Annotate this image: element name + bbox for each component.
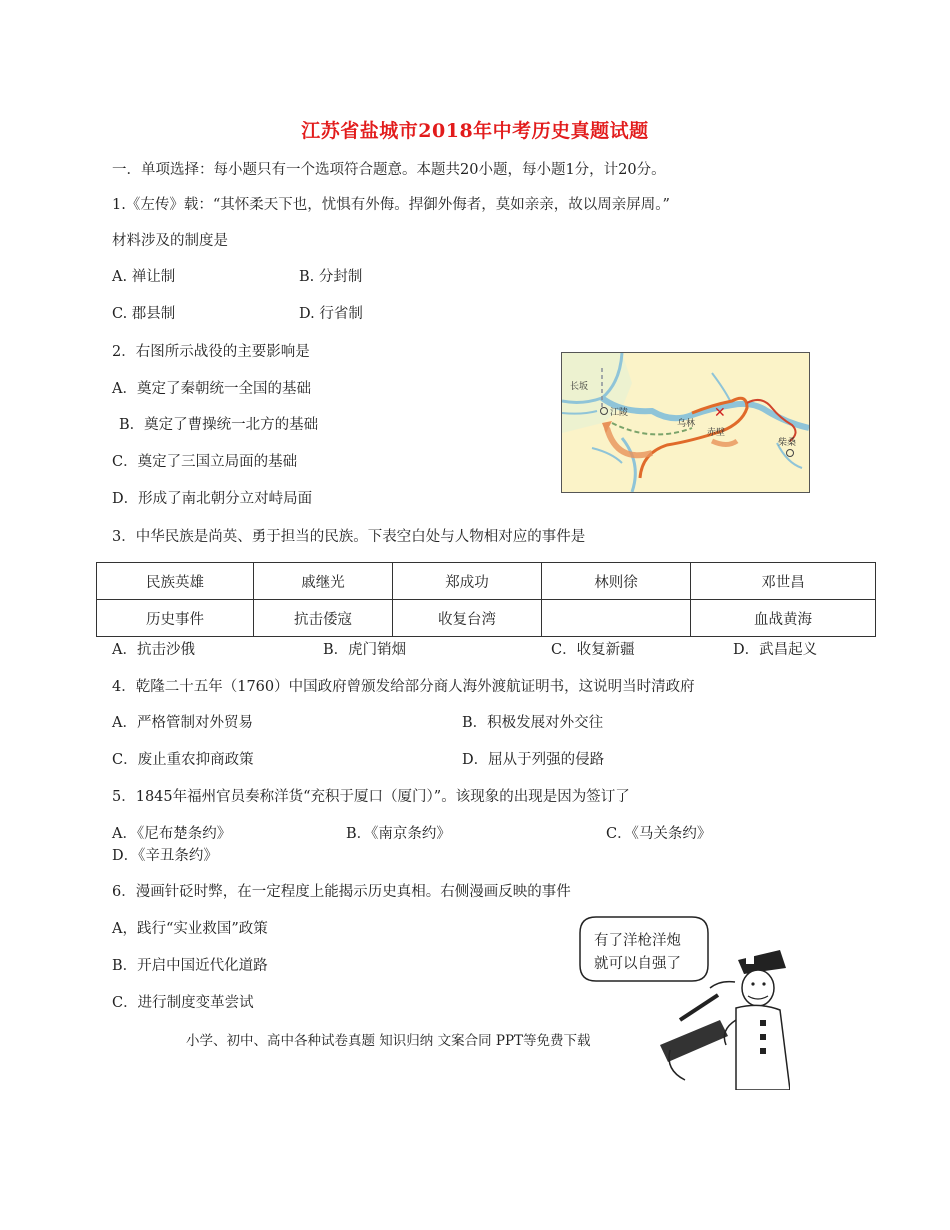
bubble-line-1: 有了洋枪洋炮 (594, 933, 681, 949)
q2-stem: 2．右图所示战役的主要影响是 (112, 344, 310, 360)
q4-stem: 4．乾隆二十五年（1760）中国政府曾颁发给部分商人海外渡航证明书，这说明当时清政府 (112, 679, 695, 695)
q3-table (96, 562, 876, 637)
footer-text: 小学、初中、高中各种试卷真题 知识归纳 文案合同 PPT等免费下载 (186, 1033, 591, 1049)
q5-option-c: C．《马关条约》 (606, 826, 712, 842)
battle-map (561, 352, 810, 493)
map-label-jiangling: 江陵 (610, 408, 629, 418)
q4-option-a: A．严格管制对外贸易 (112, 715, 253, 731)
q6-option-c: C．进行制度变革尝试 (112, 995, 254, 1011)
table-cell: 血战黄海 (691, 600, 876, 637)
q2-option-b: B．奠定了曹操统一北方的基础 (119, 417, 319, 433)
section-heading: 一．单项选择：每小题只有一个选项符合题意。本题共20小题，每小题1分，计20分。 (112, 162, 666, 178)
q6-stem: 6．漫画针砭时弊，在一定程度上能揭示历史真相。右侧漫画反映的事件 (112, 884, 571, 900)
table-cell: 历史事件 (97, 600, 254, 637)
table-cell: 收复台湾 (393, 600, 542, 637)
table-row (97, 563, 876, 600)
table-cell (542, 600, 691, 637)
q5-option-a: A．《尼布楚条约》 (112, 826, 232, 842)
table-cell: 戚继光 (254, 563, 393, 600)
table-cell: 民族英雄 (97, 563, 254, 600)
q1-option-c: C. 郡县制 (112, 306, 176, 322)
q6-option-a: A，践行“实业救国”政策 (112, 921, 268, 937)
q4-option-d: D．屈从于列强的侵路 (462, 752, 605, 768)
q3-stem: 3．中华民族是尚英、勇于担当的民族。下表空白处与人物相对应的事件是 (112, 529, 586, 545)
q3-option-c: C．收复新疆 (551, 642, 635, 658)
q2-option-c: C．奠定了三国立局面的基础 (112, 454, 298, 470)
q3-option-b: B．虎门销烟 (323, 642, 407, 658)
map-label-changban: 长坂 (570, 382, 589, 392)
q3-option-a: A．抗击沙俄 (112, 642, 195, 658)
map-label-chaisang: 柴桑 (778, 438, 797, 448)
q2-option-d: D．形成了南北朝分立对峙局面 (112, 491, 313, 507)
table-cell: 林则徐 (542, 563, 691, 600)
q5-option-b: B．《南京条约》 (346, 826, 451, 842)
q1-option-d: D. 行省制 (299, 306, 363, 322)
q4-option-b: B．积极发展对外交往 (462, 715, 604, 731)
q2-option-a: A．奠定了秦朝统一全国的基础 (112, 381, 311, 397)
q4-option-c: C．废止重农抑商政策 (112, 752, 254, 768)
q1-option-b: B. 分封制 (299, 269, 363, 285)
q1-stem: 1.《左传》载：“其怀柔天下也，忧惧有外侮。捍御外侮者，莫如亲亲，故以周亲屏周。” (112, 197, 670, 213)
q5-stem: 5．1845年福州官员奏称洋货“充积于厦口（厦门）”。该现象的出现是因为签订了 (112, 789, 630, 805)
page-title: 江苏省盐城市2018年中考历史真题试题 (301, 120, 649, 142)
map-label-wulin: 乌林 (677, 419, 696, 429)
bubble-line-2: 就可以自强了 (594, 956, 681, 972)
q6-option-b: B．开启中国近代化道路 (112, 958, 268, 974)
cartoon-official-image (640, 950, 790, 1090)
q1-stem-2: 材料涉及的制度是 (112, 233, 228, 249)
table-row (97, 600, 876, 637)
table-cell: 抗击倭寇 (254, 600, 393, 637)
svg-text:✕: ✕ (714, 405, 726, 421)
table-cell: 邓世昌 (691, 563, 876, 600)
q1-option-a: A. 禅让制 (112, 269, 176, 285)
q5-option-d: D．《辛丑条约》 (112, 848, 218, 864)
q3-option-d: D．武昌起义 (733, 642, 818, 658)
table-cell: 郑成功 (393, 563, 542, 600)
map-label-chibi: 赤壁 (707, 428, 726, 438)
